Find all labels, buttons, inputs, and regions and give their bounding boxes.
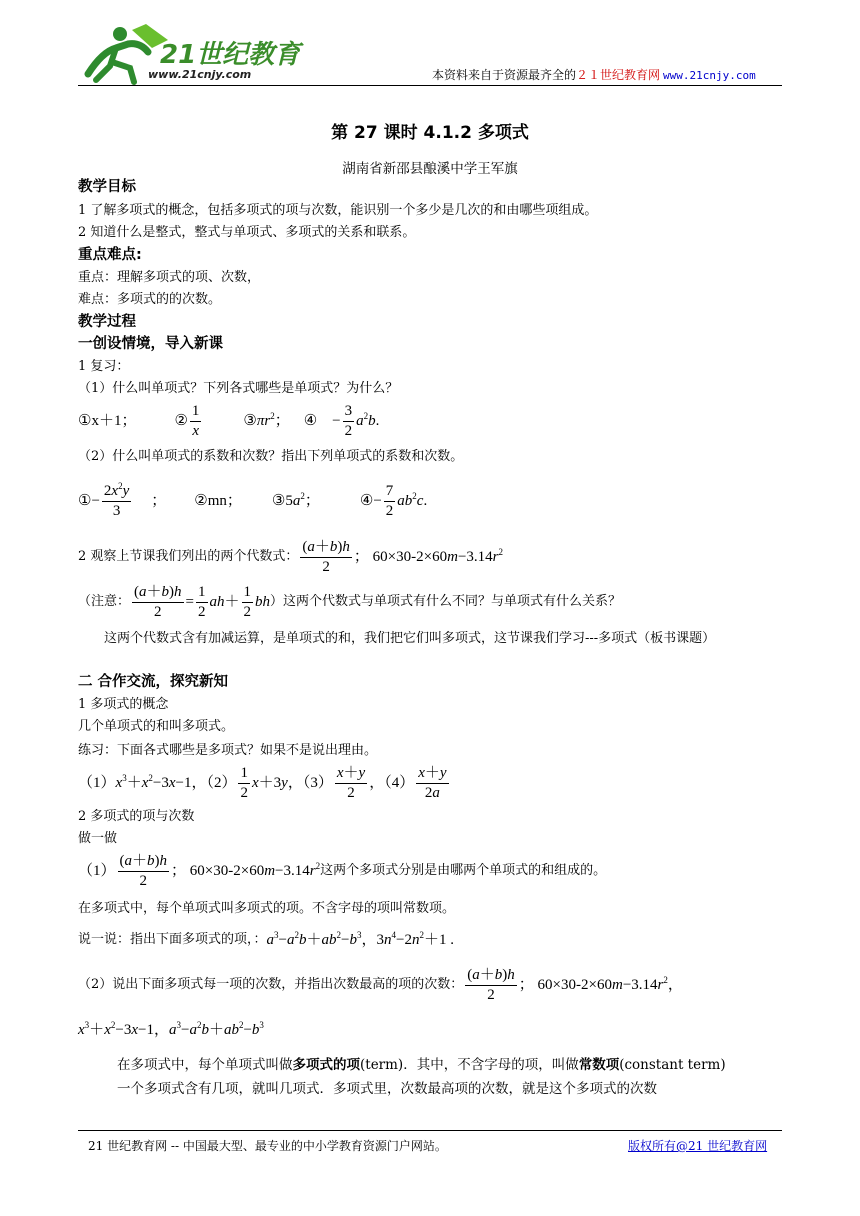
concept-heading: 1 多项式的概念	[78, 697, 169, 712]
note-prefix: （注意：	[78, 594, 131, 609]
difficult-point: 难点：多项式的的次数。	[78, 292, 222, 307]
practice-options: （1） $x^3$ ＋ $x^2$ −3 x −1，（2） $\frac{1}{2}$ x ＋3 y ，（3） $\frac{x+y}{2}$ ，（4） $\frac{x+y}{2a}$	[78, 764, 447, 801]
logo-url: www.21cnjy.com	[148, 68, 252, 81]
key-point: 重点：理解多项式的项、次数，	[78, 270, 261, 285]
footer-left: 21 世纪教育网 -- 中国最大型、最专业的中小学教育资源门户网站。	[88, 1139, 447, 1153]
observe-text: 2 观察上节课我们列出的两个代数式：	[78, 549, 299, 564]
say-prefix: 说一说：指出下面多项式的项，：	[78, 932, 267, 947]
question-1: （1）什么叫单项式？下列各式哪些是单项式？为什么？	[78, 381, 399, 396]
degree-question: （2）说出下面多项式每一项的次数，并指出次数最高的项的次数：	[78, 977, 464, 992]
footer-copyright-link[interactable]: 版权所有@21 世纪教育网	[628, 1139, 768, 1153]
part2-heading: 二 合作交流，探究新知	[78, 674, 229, 690]
try-it-label: 做一做	[78, 831, 118, 846]
part1-heading: 一创设情境，导入新课	[78, 336, 223, 352]
goal-2: 2 知道什么是整式，整式与单项式、多项式的关系和联系。	[78, 225, 416, 240]
source-prefix: 本资料来自于资源最齐全的	[432, 68, 577, 82]
process-heading: 教学过程	[78, 314, 136, 330]
summary-line-1: 在多项式中，每个单项式叫做多项式的项(term)．其中，不含字母的项，叫做常数项(constant term)	[117, 1057, 726, 1073]
intro-paragraph: 这两个代数式含有加减运算，是单项式的和，我们把它们叫多项式，这节课我们学习---多项式（板书课题）	[104, 631, 716, 646]
summary-line-2: 一个多项式含有几项，就叫几项式．多项式里，次数最高项的次数，就是这个多项式的次数	[117, 1081, 657, 1097]
key-heading: 重点难点:	[78, 247, 142, 263]
note-line: （注意： $\frac{(a+b)h}{2}$ = $\frac{1}{2}$ ah ＋ $\frac{1}{2}$ bh ）这两个代数式与单项式有什么不同？与单项式有什么关系？	[78, 583, 622, 620]
monomial-options-1: ①x＋1； ② $\frac{1}{x}$ ③ $\pi r^2$ ； ④ − $\frac{3}{2}$ $a^2b$ .	[78, 402, 380, 439]
degree-line: （2）说出下面多项式每一项的次数，并指出次数最高的项的次数： $\frac{(a+b)h}{2}$ ； 60×30-2×60 m −3.14 $r^2$ ，	[78, 966, 683, 1003]
degree-formulas: $x^3$ ＋ $x^2$ −3 x −1， $a^3$ − $a^2b$ ＋ $ab^2$ − $b^3$	[78, 1020, 264, 1038]
logo-text: 21世纪教育	[160, 40, 301, 70]
header-rule	[78, 85, 782, 86]
concept-definition: 几个单项式的和叫多项式。	[78, 719, 235, 734]
goals-heading: 教学目标	[78, 179, 136, 195]
try-it-suffix: 这两个多项式分别是由哪两个单项式的和组成的。	[320, 863, 607, 878]
source-site: ２１世纪教育网	[576, 68, 661, 82]
try-it-line: （1） $\frac{(a+b)h}{2}$ ； 60×30-2×60 m −3.14 $r^2$ 这两个多项式分别是由哪两个单项式的和组成的。	[78, 852, 607, 889]
source-line	[432, 66, 756, 85]
constant-term-keyword: 常数项	[578, 1057, 620, 1073]
site-logo[interactable]	[82, 22, 312, 86]
observe-line: 2 观察上节课我们列出的两个代数式： $\frac{(a+b)h}{2}$ ； 60×30-2×60 m −3.14 $r^2$	[78, 538, 503, 575]
source-url-link[interactable]: www.21cnjy.com	[663, 69, 756, 82]
footer-rule	[78, 1130, 782, 1131]
note-suffix: ）这两个代数式与单项式有什么不同？与单项式有什么关系？	[270, 594, 622, 609]
terms-heading: 2 多项式的项与次数	[78, 809, 195, 824]
goal-1: 1 了解多项式的概念，包括多项式的项与次数，能识别一个多少是几次的和由哪些项组成。	[78, 203, 598, 218]
say-line: 说一说：指出下面多项式的项，： $a^3$ − $a^2b$ ＋ $ab^2$ − $b^3$ ，3 $n^4$ −2 $n^2$ ＋1 .	[78, 930, 454, 948]
review-label: 1 复习：	[78, 359, 130, 374]
author-line: 湖南省新邵县酿溪中学王军旗	[342, 161, 518, 177]
term-definition: 在多项式中，每个单项式叫多项式的项。不含字母的项叫常数项。	[78, 901, 456, 916]
term-keyword: 多项式的项	[292, 1057, 360, 1073]
practice-prompt: 练习：下面各式哪些是多项式？如果不是说出理由。	[78, 743, 378, 758]
monomial-options-2: ①− $\frac{2x^2y}{3}$ ； ②mn； ③5 $a^2$ ； ④− $\frac{7}{2}$ $ab^2c$ .	[78, 480, 428, 519]
question-2: （2）什么叫单项式的系数和次数？指出下列单项式的系数和次数。	[78, 449, 464, 464]
page-title: 第 27 课时 4.1.2 多项式	[331, 123, 529, 143]
